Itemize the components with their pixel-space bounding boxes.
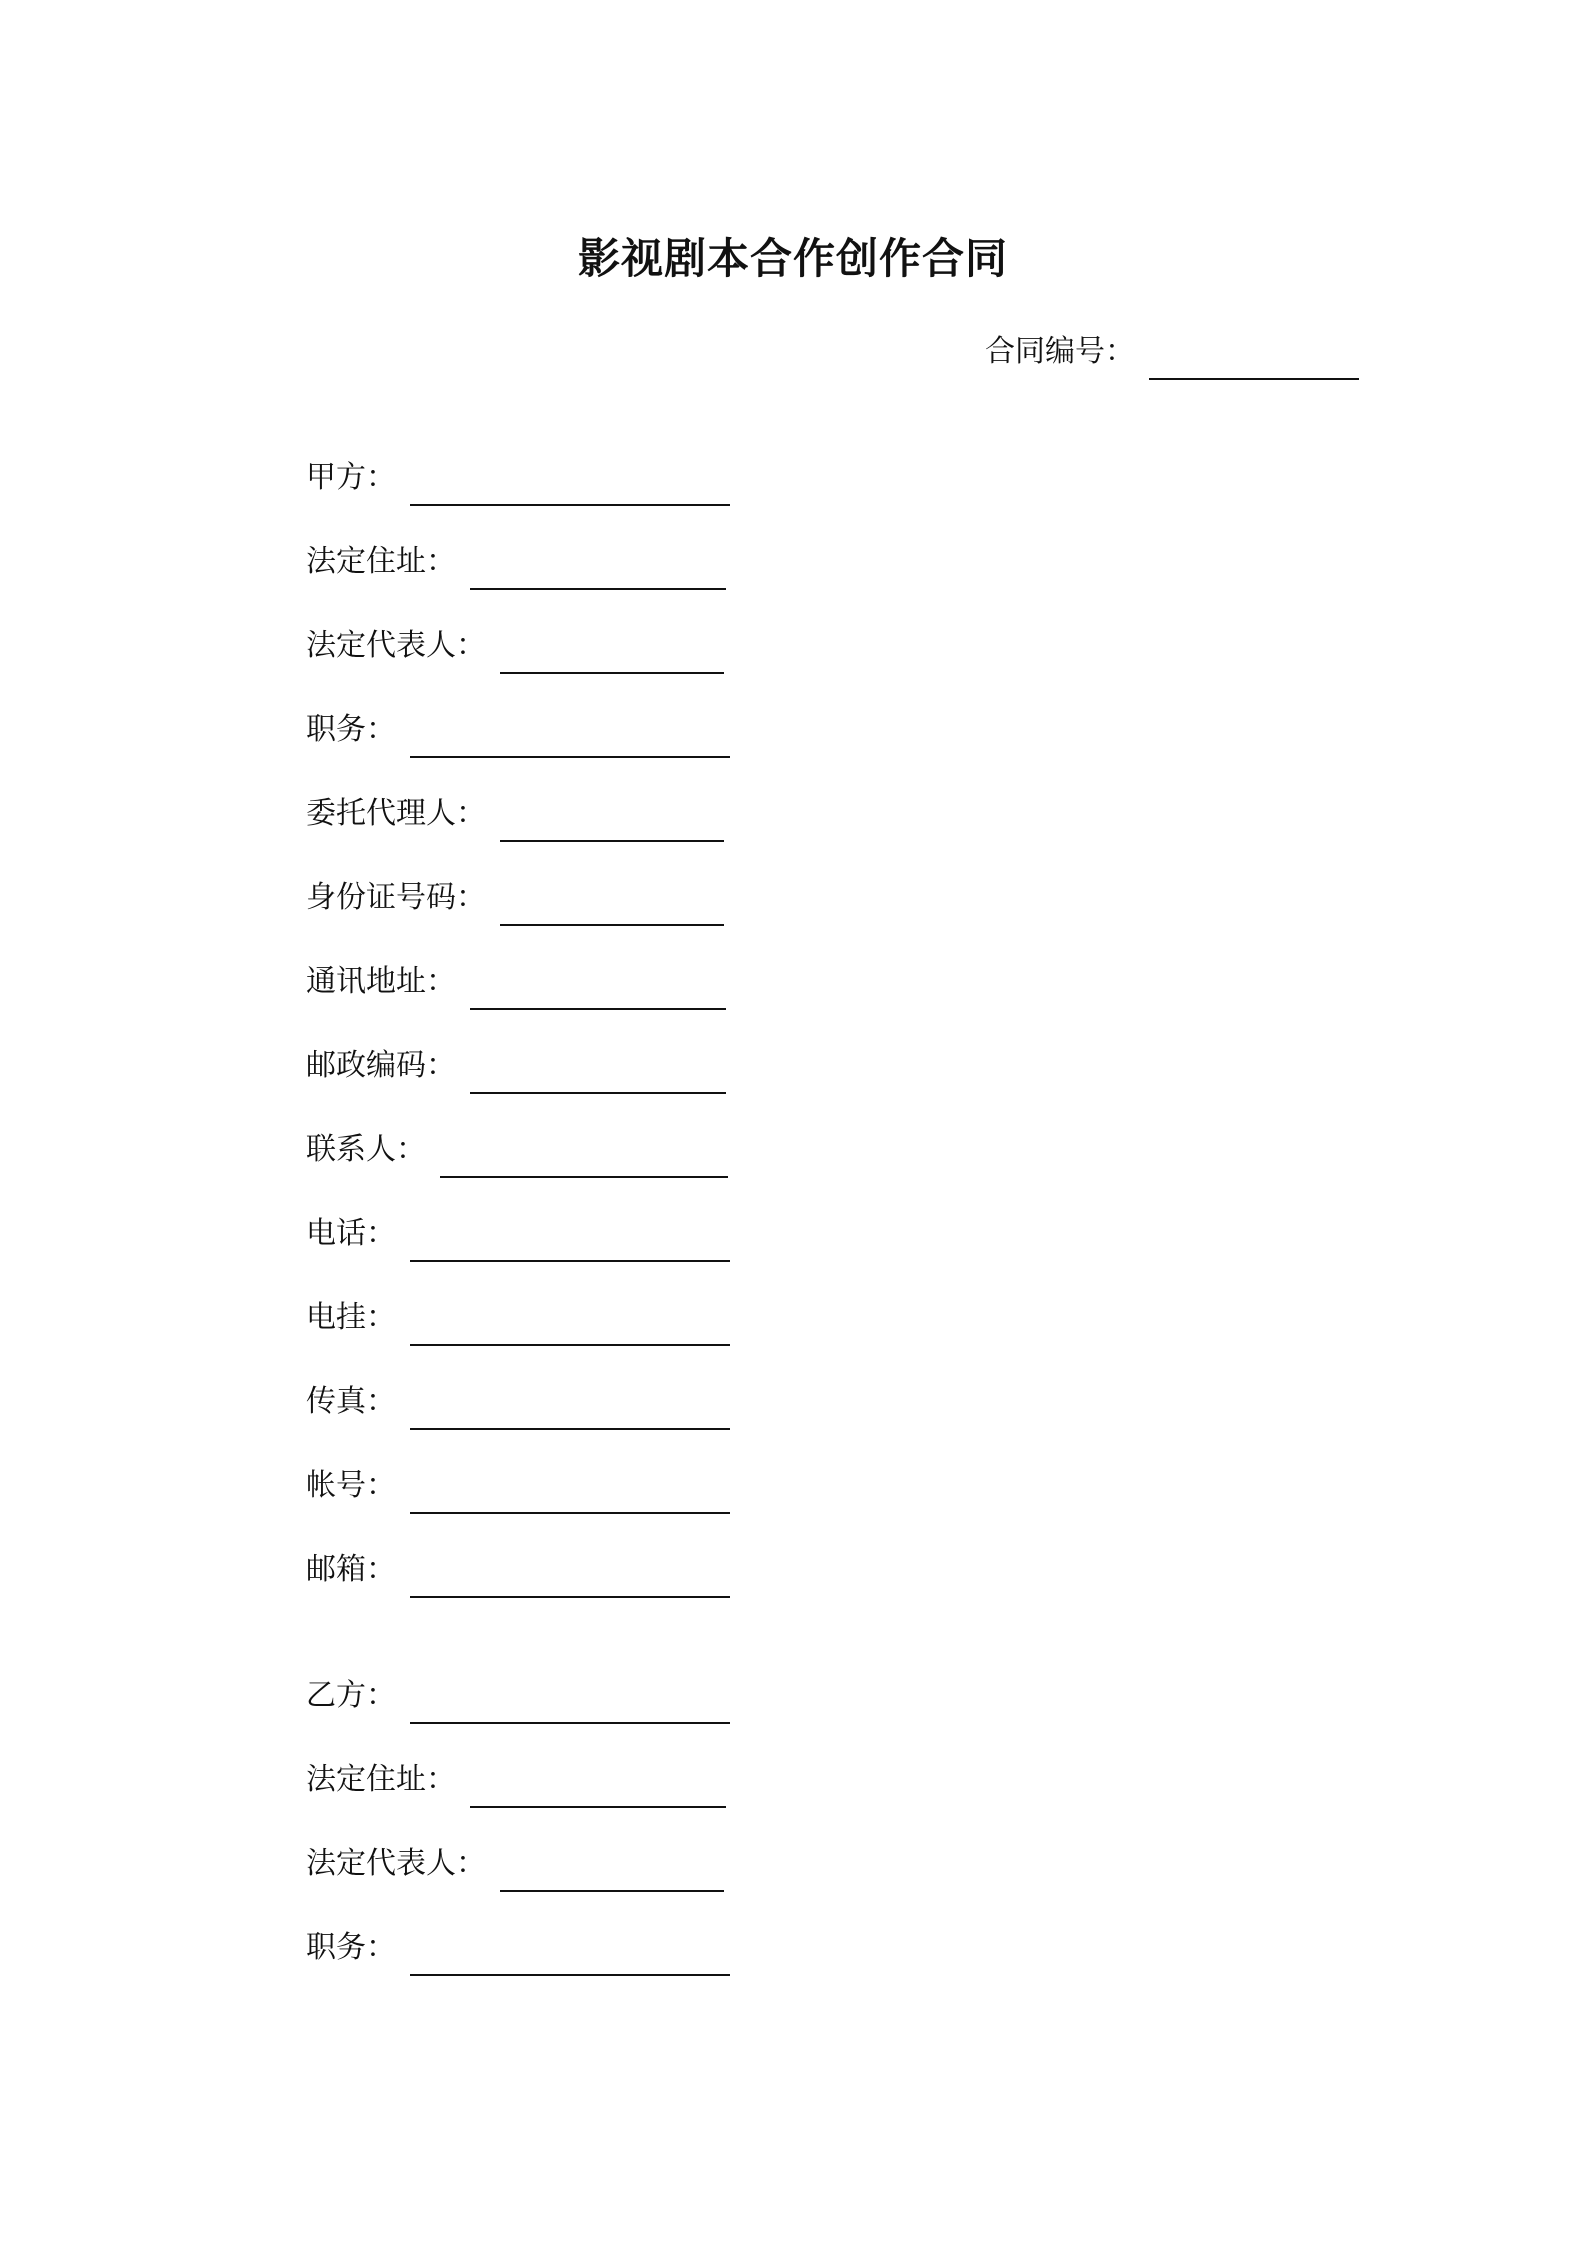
party-a-contact-field — [306, 1132, 728, 1168]
field-blank[interactable] — [500, 1889, 724, 1892]
field-label: 法定代表人： — [306, 1846, 486, 1881]
field-label: 法定住址： — [306, 544, 456, 579]
party-a-id-number-field — [306, 880, 724, 916]
field-label: 电话： — [306, 1216, 396, 1251]
field-label: 帐号： — [306, 1468, 396, 1503]
party-b-legal-rep-field — [306, 1846, 724, 1882]
contract-number-blank[interactable] — [1149, 377, 1359, 380]
party-a-telegraph-field — [306, 1300, 730, 1336]
field-label: 职务： — [306, 1930, 396, 1965]
field-blank[interactable] — [470, 1091, 726, 1094]
field-blank[interactable] — [410, 1721, 730, 1724]
field-blank[interactable] — [410, 1343, 730, 1346]
field-blank[interactable] — [410, 1511, 730, 1514]
contract-number-field — [985, 334, 1359, 370]
contract-number-label: 合同编号： — [985, 334, 1135, 369]
party-a-fax-field — [306, 1384, 730, 1420]
party-a-agent-field — [306, 796, 724, 832]
party-a-legal-rep-field — [306, 628, 724, 664]
party-a-account-field — [306, 1468, 730, 1504]
party-a-address-field — [306, 544, 726, 580]
party-a-email-field — [306, 1552, 730, 1588]
field-label: 职务： — [306, 712, 396, 747]
field-blank[interactable] — [410, 1595, 730, 1598]
field-blank[interactable] — [410, 755, 730, 758]
field-blank[interactable] — [470, 587, 726, 590]
field-label: 委托代理人： — [306, 796, 486, 831]
field-label: 邮政编码： — [306, 1048, 456, 1083]
field-label: 法定住址： — [306, 1762, 456, 1797]
field-label: 电挂： — [306, 1300, 396, 1335]
field-blank[interactable] — [440, 1175, 728, 1178]
field-label: 传真： — [306, 1384, 396, 1419]
party-b-position-field — [306, 1930, 730, 1966]
field-blank[interactable] — [410, 1259, 730, 1262]
field-label: 法定代表人： — [306, 628, 486, 663]
field-blank[interactable] — [410, 1427, 730, 1430]
field-label: 邮箱： — [306, 1552, 396, 1587]
field-blank[interactable] — [500, 839, 724, 842]
field-blank[interactable] — [500, 923, 724, 926]
field-blank[interactable] — [500, 671, 724, 674]
party-a-position-field — [306, 712, 730, 748]
field-label: 甲方： — [306, 460, 396, 495]
party-a-name-field — [306, 460, 730, 496]
field-blank[interactable] — [470, 1805, 726, 1808]
page-title: 影视剧本合作创作合同 — [577, 234, 1008, 283]
field-label: 乙方： — [306, 1678, 396, 1713]
field-blank[interactable] — [410, 1973, 730, 1976]
party-a-phone-field — [306, 1216, 730, 1252]
field-blank[interactable] — [410, 503, 730, 506]
field-label: 联系人： — [306, 1132, 426, 1167]
party-b-address-field — [306, 1762, 726, 1798]
field-label: 通讯地址： — [306, 964, 456, 999]
party-b-name-field — [306, 1678, 730, 1714]
party-a-mailing-address-field — [306, 964, 726, 1000]
field-blank[interactable] — [470, 1007, 726, 1010]
field-label: 身份证号码： — [306, 880, 486, 915]
party-a-postal-code-field — [306, 1048, 726, 1084]
